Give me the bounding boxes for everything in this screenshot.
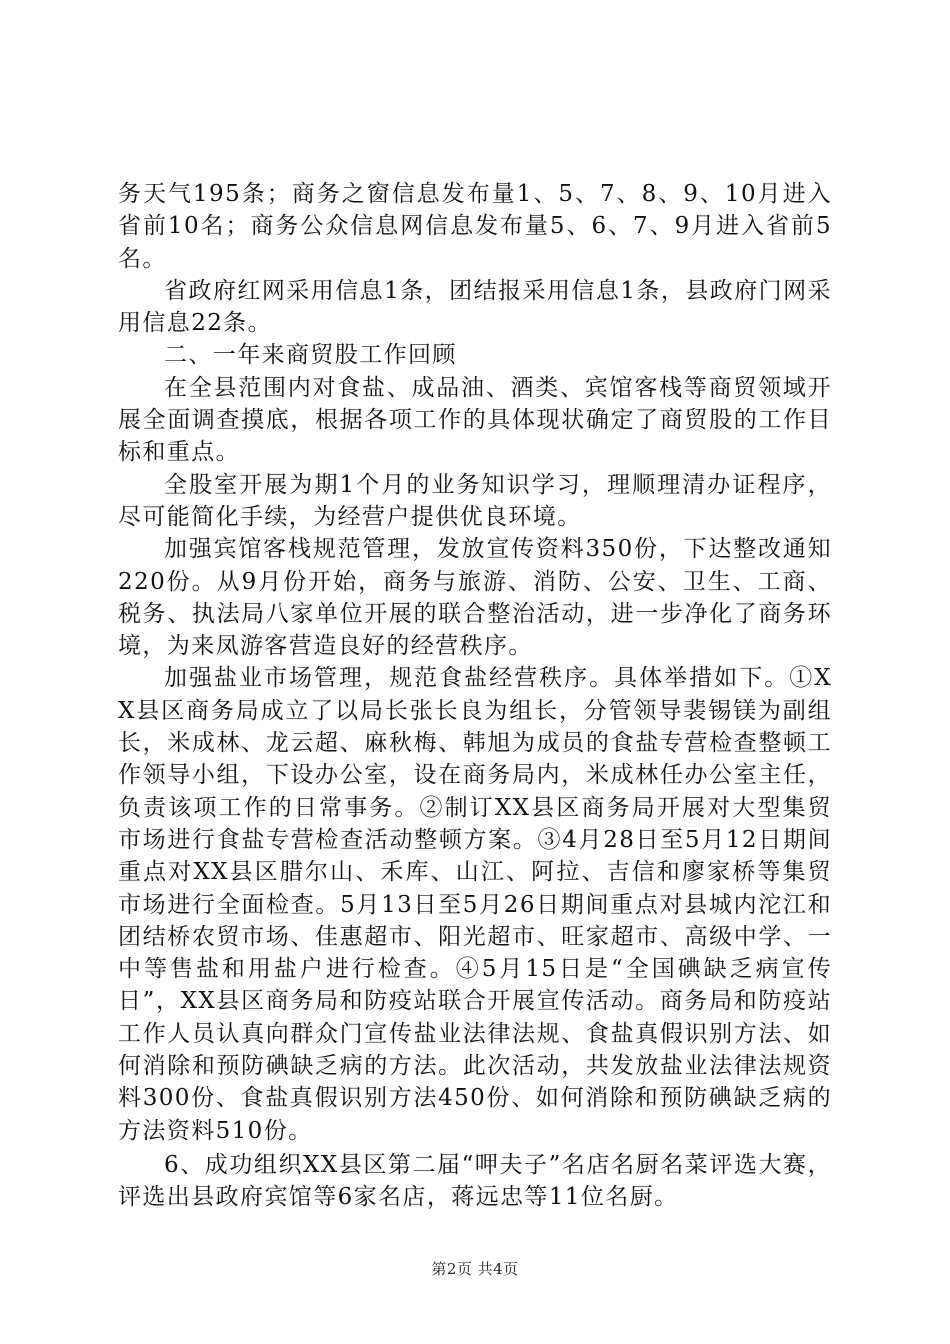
section-heading: 二、一年来商贸股工作回顾 <box>164 342 457 369</box>
paragraph-7: 6、成功组织XX县区第二届“呷夫子”名店名厨名菜评选大赛，评选出县政府宾馆等6家名店，蒋远忠等11位名厨。 <box>118 1151 832 1211</box>
document-body <box>118 178 832 1214</box>
paragraph-2: 省政府红网采用信息1条，团结报采用信息1条，县政府门网采用信息22条。 <box>118 277 832 337</box>
paragraph-6: 加强盐业市场管理，规范食盐经营秩序。具体举措如下。①XX县区商务局成立了以局长张长良为组长，分管领导裴锡镁为副组长，米成林、龙云超、麻秋梅、韩旭为成员的食盐专营检查整顿工作领导小组，下设办公室，设在商务局内，米成林任办公室主任，负责该项工作的日常事务。②制订XX县区商务局开展对大型集贸市场进行食盐专营检查活动整顿方案。③4月28日至5月12日期间重点对XX县区腊尔山、禾库、山江、阿拉、吉信和廖家桥等集贸市场进行全面检查。5月13日至5月26日期间重点对县城内沱江和团结桥农贸市场、佳惠超市、阳光超市、旺家超市、高级中学、一中等售盐和用盐户进行检查。④5月15日是“全国碘缺乏病宣传日”，XX县区商务局和防疫站联合开展宣传活动。商务局和防疫站工作人员认真向群众门宣传盐业法律法规、食盐真假识别方法、如何消除和预防碘缺乏病的方法。此次活动，共发放盐业法律法规资料300份、食盐真假识别方法450份、如何消除和预防碘缺乏病的方法资料510份。 <box>118 665 832 1144</box>
paragraph-1: 务天气195条；商务之窗信息发布量1、5、7、8、9、10月进入省前10名；商务公众信息网信息发布量5、6、7、9月进入省前5名。 <box>118 181 832 272</box>
paragraph-4: 全股室开展为期1个月的业务知识学习，理顺理清办证程序，尽可能简化手续，为经营户提供优良环境。 <box>118 471 832 530</box>
paragraph-3: 在全县范围内对食盐、成品油、酒类、宾馆客栈等商贸领域开展全面调查摸底，根据各项工作的具体现状确定了商贸股的工作目标和重点。 <box>118 374 832 466</box>
page-footer: 第2页 共4页 <box>431 1260 519 1278</box>
paragraph-5: 加强宾馆客栈规范管理，发放宣传资料350份，下达整改通知220份。从9月份开始，商务与旅游、消防、公安、卫生、工商、税务、执法局八家单位开展的联合整治活动，进一步净化了商务环境，为来凤游客营造良好的经营秩序。 <box>118 536 832 660</box>
